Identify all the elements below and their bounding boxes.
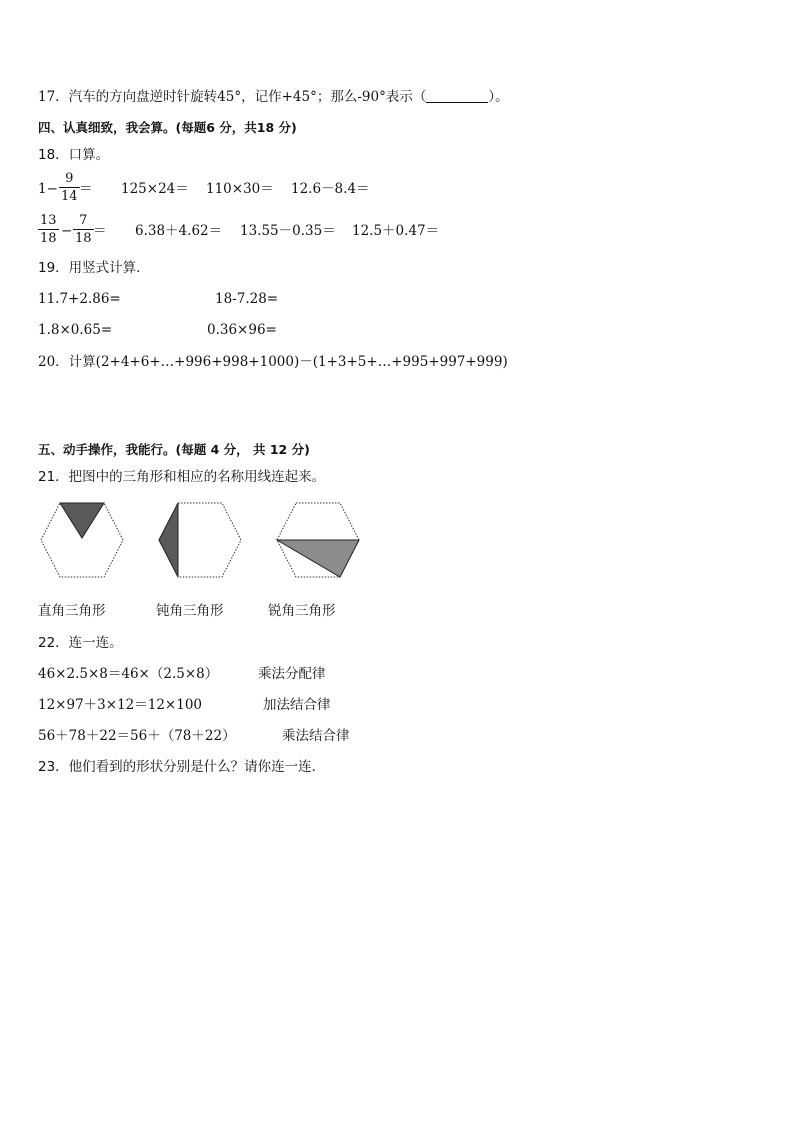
q19-item: 18-7.28= xyxy=(215,291,279,307)
fraction-numerator: 9 xyxy=(65,171,74,186)
q18-row2-equals: ＝ xyxy=(93,223,107,239)
triangle-label-right[interactable]: 直角三角形 xyxy=(38,603,106,619)
q18-item: 13.55－0.35＝ xyxy=(240,223,336,239)
q18-item: 12.5＋0.47＝ xyxy=(352,223,440,239)
q19-item: 0.36×96= xyxy=(207,322,277,338)
fraction-denominator: 18 xyxy=(75,231,92,246)
fraction-bar xyxy=(73,229,94,230)
q18-row2-fraction-1 xyxy=(38,213,59,246)
fraction-bar xyxy=(38,229,59,230)
q19-item: 1.8×0.65= xyxy=(38,322,113,338)
triangle-label-acute[interactable]: 锐角三角形 xyxy=(268,603,336,619)
q22-right-item[interactable]: 加法结合律 xyxy=(263,697,331,713)
q18-row1-equals: ＝ xyxy=(79,181,93,197)
q17-line xyxy=(38,88,509,106)
q17-close: ）。 xyxy=(488,89,509,105)
fraction-numerator: 7 xyxy=(79,213,88,228)
q23-title: 23．他们看到的形状分别是什么？请你连一连． xyxy=(38,759,326,775)
q22-right-item[interactable]: 乘法分配律 xyxy=(258,666,326,682)
section4-heading: 四、认真细致，我会算。(每题6 分，共18 分) xyxy=(38,120,297,135)
hexagon-figure-3 xyxy=(274,500,362,580)
fraction-denominator: 18 xyxy=(40,231,57,246)
q18-item: 125×24＝ xyxy=(121,181,189,197)
q22-left-item[interactable]: 56＋78＋22＝56＋（78＋22） xyxy=(38,728,236,744)
q18-row1-prefix: 1− xyxy=(38,181,58,197)
q18-title: 18．口算。 xyxy=(38,147,110,163)
q22-right-item[interactable]: 乘法结合律 xyxy=(282,728,350,744)
q18-item: 12.6－8.4＝ xyxy=(291,181,370,197)
q17-text: 17．汽车的方向盘逆时针旋转45°，记作+45°；那么-90°表示（ xyxy=(38,89,427,105)
section5-heading: 五、动手操作，我能行。(每题 4 分， 共 12 分) xyxy=(38,442,310,457)
q22-title: 22．连一连。 xyxy=(38,635,123,651)
triangle-label-obtuse[interactable]: 钝角三角形 xyxy=(156,603,224,619)
q19-item: 11.7+2.86= xyxy=(38,291,121,307)
q18-row1-fraction xyxy=(59,171,80,204)
fraction-numerator: 13 xyxy=(40,213,57,228)
hexagon-figure-2 xyxy=(156,500,244,580)
q18-item: 110×30＝ xyxy=(206,181,274,197)
q17-answer-blank[interactable] xyxy=(426,90,488,103)
q18-row2-fraction-2 xyxy=(73,213,94,246)
q22-left-item[interactable]: 46×2.5×8＝46×（2.5×8） xyxy=(38,666,219,682)
q19-title: 19．用竖式计算． xyxy=(38,260,150,276)
q21-title: 21．把图中的三角形和相应的名称用线连起来。 xyxy=(38,469,326,485)
q18-row2-minus: − xyxy=(61,223,73,239)
fraction-bar xyxy=(59,187,80,188)
q18-item: 6.38＋4.62＝ xyxy=(135,223,223,239)
q20-text: 20．计算(2+4+6+…+996+998+1000)－(1+3+5+…+995+997+999) xyxy=(38,354,508,370)
fraction-denominator: 14 xyxy=(61,189,78,204)
q22-left-item[interactable]: 12×97＋3×12＝12×100 xyxy=(38,697,203,713)
hexagon-figure-1 xyxy=(38,500,126,580)
